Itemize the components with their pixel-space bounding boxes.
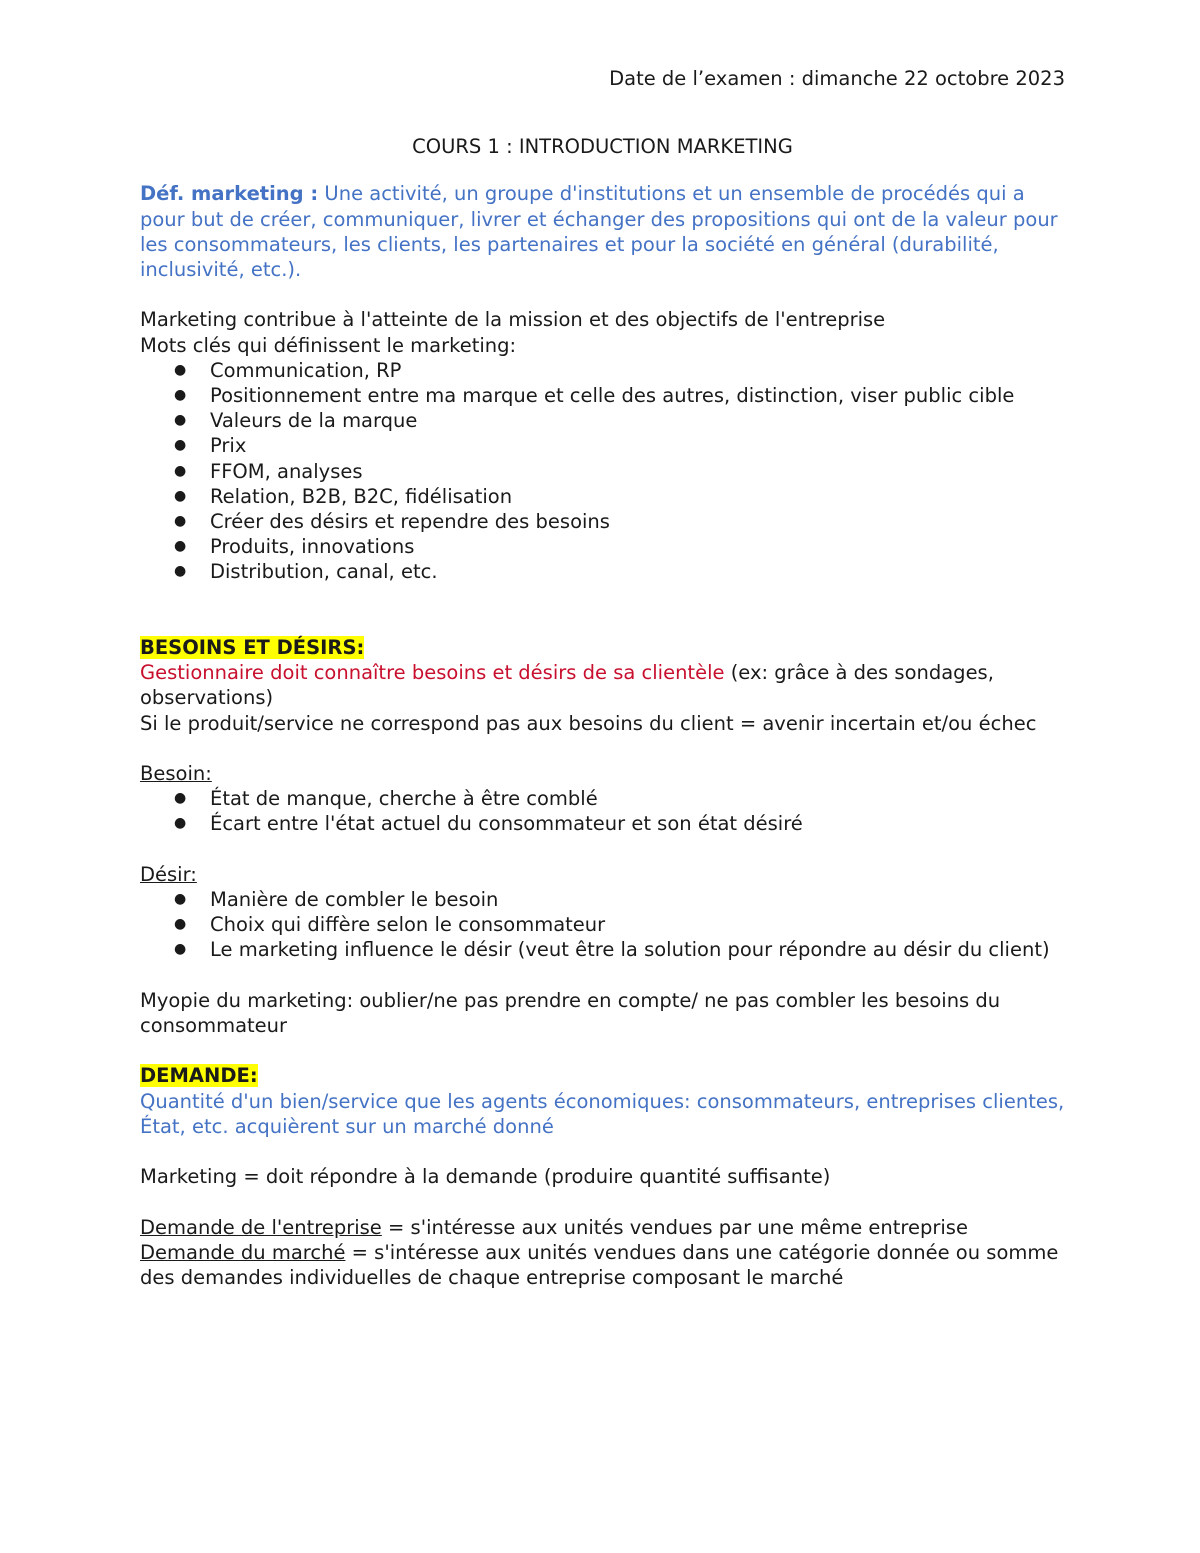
bullet-icon: ● [174,916,187,933]
bullet-icon: ● [174,815,187,832]
marketing-definition [140,181,1065,282]
list-item: ● Créer des désirs et rependre des besoins [174,510,610,534]
section-heading-besoins: BESOINS ET DÉSIRS: [140,636,365,660]
list-item: ● Choix qui diffère selon le consommateur [174,913,606,937]
demande-entreprise: Demande de l'entreprise = s'intéresse aux unités vendues par une même entreprise [140,1215,968,1239]
list-item: ● État de manque, cherche à être comblé [174,787,598,811]
bullet-icon: ● [174,790,187,807]
bullet-icon: ● [174,891,187,908]
bullet-icon: ● [174,563,187,580]
list-item: ● Relation, B2B, B2C, fidélisation [174,484,513,508]
bullet-icon: ● [174,412,187,429]
list-item: ● Prix [174,434,247,458]
demande-entreprise-label: Demande de l'entreprise [140,1215,382,1239]
intro-line: Marketing contribue à l'atteinte de la mission et des objectifs de l'entreprise [140,308,886,332]
besoins-line: Si le produit/service ne correspond pas aux besoins du client = avenir incertain et/ou échec [140,711,1037,735]
demande-marketing-line: Marketing = doit répondre à la demande (produire quantité suffisante) [140,1165,831,1189]
exam-date: Date de l’examen : dimanche 22 octobre 2023 [609,67,1065,90]
bullet-icon: ● [174,941,187,958]
list-item: ● Manière de combler le besoin [174,888,499,912]
document-page [140,66,1065,1290]
definition-text: Une activité, un groupe d'institutions et un ensemble de procédés qui a pour but de créer, communiquer, livrer et échanger des propositions qui ont de la valeur pour les consommateurs, les clients, les partenaires et pour la société en général (durabilité, inclusivité, etc.). [140,182,1058,282]
besoin-list [140,786,1065,836]
list-item: ● Le marketing influence le désir (veut être la solution pour répondre au désir du client) [174,938,1050,962]
bullet-icon: ● [174,487,187,504]
demande-marche: Demande du marché = s'intéresse aux unités vendues dans une catégorie donnée ou somme des demandes individuelles de chaque entreprise composant le marché [140,1240,1059,1290]
besoins-intro [140,660,1065,710]
myopie-text: Myopie du marketing: oublier/ne pas prendre en compte/ ne pas combler les besoins du consommateur [140,988,1001,1038]
definition-label: Déf. marketing : [140,182,319,206]
list-item: ● Produits, innovations [174,535,415,559]
bullet-icon: ● [174,361,187,378]
list-item: ● Écart entre l'état actuel du consommateur et son état désiré [174,812,803,836]
besoins-red-text: Gestionnaire doit connaître besoins et désirs de sa clientèle [140,661,725,685]
bullet-icon: ● [174,387,187,404]
desir-label: Désir: [140,862,197,886]
list-item: ● Positionnement entre ma marque et celle des autres, distinction, viser public cible [174,384,1015,408]
list-item: ● FFOM, analyses [174,459,363,483]
section-heading-demande: DEMANDE: [140,1064,258,1088]
demande-marche-label: Demande du marché [140,1240,346,1264]
demande-definition: Quantité d'un bien/service que les agents économiques: consommateurs, entreprises clientes, État, etc. acquièrent sur un marché donné [140,1089,1065,1138]
list-item: ● Valeurs de la marque [174,409,418,433]
bullet-icon: ● [174,538,187,555]
page-title: COURS 1 : INTRODUCTION MARKETING [412,135,793,159]
bullet-icon: ● [174,513,187,530]
besoins-rest-text: (ex: grâce à des sondages, observations) [140,661,994,710]
keywords-list [140,358,1065,585]
besoin-label: Besoin: [140,762,212,786]
list-item: ● Distribution, canal, etc. [174,560,438,584]
bullet-icon: ● [174,462,187,479]
list-item: ● Communication, RP [174,358,402,382]
desir-list [140,887,1065,963]
bullet-icon: ● [174,437,187,454]
keywords-intro: Mots clés qui définissent le marketing: [140,333,517,357]
